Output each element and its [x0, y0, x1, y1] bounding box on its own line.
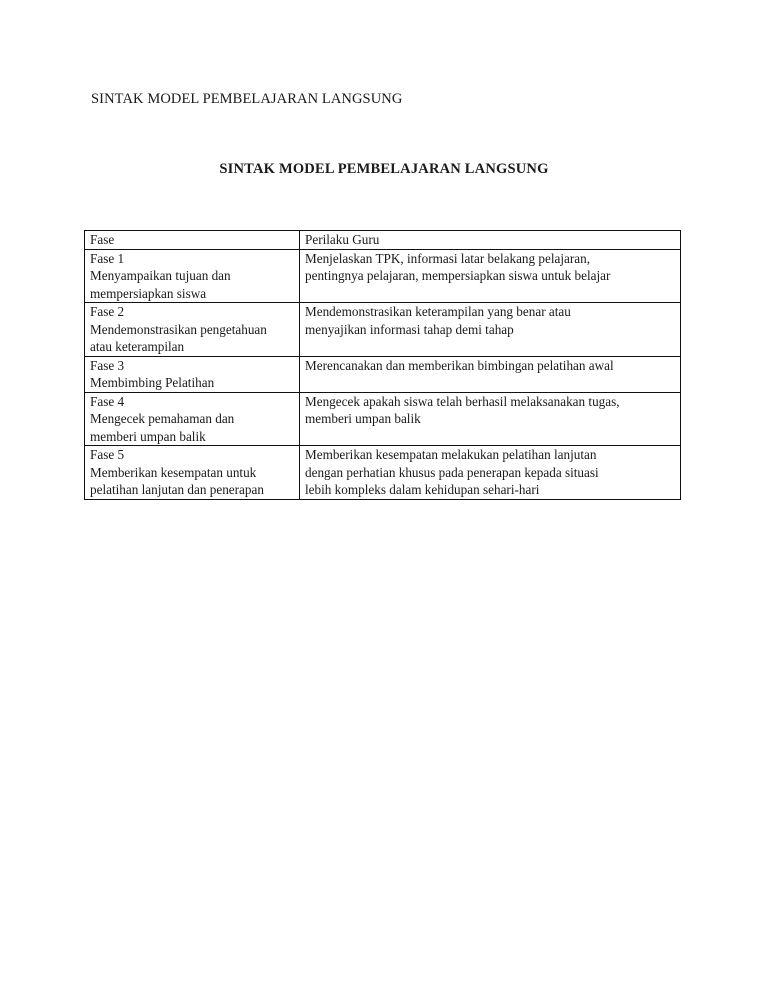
- perilaku-cell: [300, 356, 681, 392]
- perilaku-line: dengan perhatian khusus pada penerapan kepada situasi: [305, 464, 599, 480]
- table-row: [85, 392, 681, 446]
- perilaku-line: Mengecek apakah siswa telah berhasil melaksanakan tugas,: [305, 393, 620, 409]
- fase-desc-line: memberi umpan balik: [90, 428, 206, 444]
- header-perilaku-guru: Perilaku Guru: [300, 231, 681, 250]
- perilaku-line: Merencanakan dan memberikan bimbingan pelatihan awal: [305, 357, 614, 373]
- perilaku-cell: [300, 446, 681, 500]
- perilaku-line: lebih kompleks dalam kehidupan sehari-hari: [305, 482, 540, 497]
- fase-desc-line: pelatihan lanjutan dan penerapan: [90, 482, 264, 497]
- fase-number: Fase 4: [90, 393, 125, 409]
- fase-number: Fase 2: [90, 304, 125, 319]
- fase-number: Fase 5: [90, 447, 125, 462]
- fase-desc-line: Menyampaikan tujuan dan: [90, 268, 231, 283]
- perilaku-line: Menjelaskan TPK, informasi latar belakang pelajaran,: [305, 250, 591, 266]
- sintak-table: [84, 230, 681, 500]
- fase-number: Fase 1: [90, 250, 125, 266]
- fase-desc-line: Mengecek pemahaman dan: [90, 411, 235, 426]
- fase-cell: [85, 249, 300, 303]
- perilaku-cell: [300, 303, 681, 357]
- header-fase: Fase: [85, 231, 300, 250]
- fase-desc-line: atau keterampilan: [90, 339, 185, 354]
- page-header: SINTAK MODEL PEMBELAJARAN LANGSUNG: [91, 91, 403, 107]
- perilaku-line: Memberikan kesempatan melakukan pelatihan lanjutan: [305, 447, 597, 462]
- fase-cell: [85, 356, 300, 392]
- table-row: [85, 249, 681, 303]
- table-row: [85, 303, 681, 357]
- fase-desc-line: mempersiapkan siswa: [90, 285, 207, 301]
- fase-cell: [85, 446, 300, 500]
- perilaku-cell: [300, 392, 681, 446]
- fase-cell: [85, 303, 300, 357]
- perilaku-line: pentingnya pelajaran, mempersiapkan siswa untuk belajar: [305, 268, 611, 283]
- table-row: [85, 446, 681, 500]
- fase-desc-line: Memberikan kesempatan untuk: [90, 464, 257, 480]
- fase-cell: [85, 392, 300, 446]
- perilaku-line: Mendemonstrasikan keterampilan yang benar atau: [305, 304, 571, 319]
- document-title: SINTAK MODEL PEMBELAJARAN LANGSUNG: [219, 161, 549, 177]
- fase-desc-line: Membimbing Pelatihan: [90, 375, 215, 390]
- fase-desc-line: Mendemonstrasikan pengetahuan: [90, 321, 267, 337]
- table-header-row: [85, 231, 681, 250]
- perilaku-line: memberi umpan balik: [305, 411, 421, 426]
- perilaku-line: menyajikan informasi tahap demi tahap: [305, 321, 514, 337]
- fase-number: Fase 3: [90, 357, 125, 373]
- perilaku-cell: [300, 249, 681, 303]
- table-row: [85, 356, 681, 392]
